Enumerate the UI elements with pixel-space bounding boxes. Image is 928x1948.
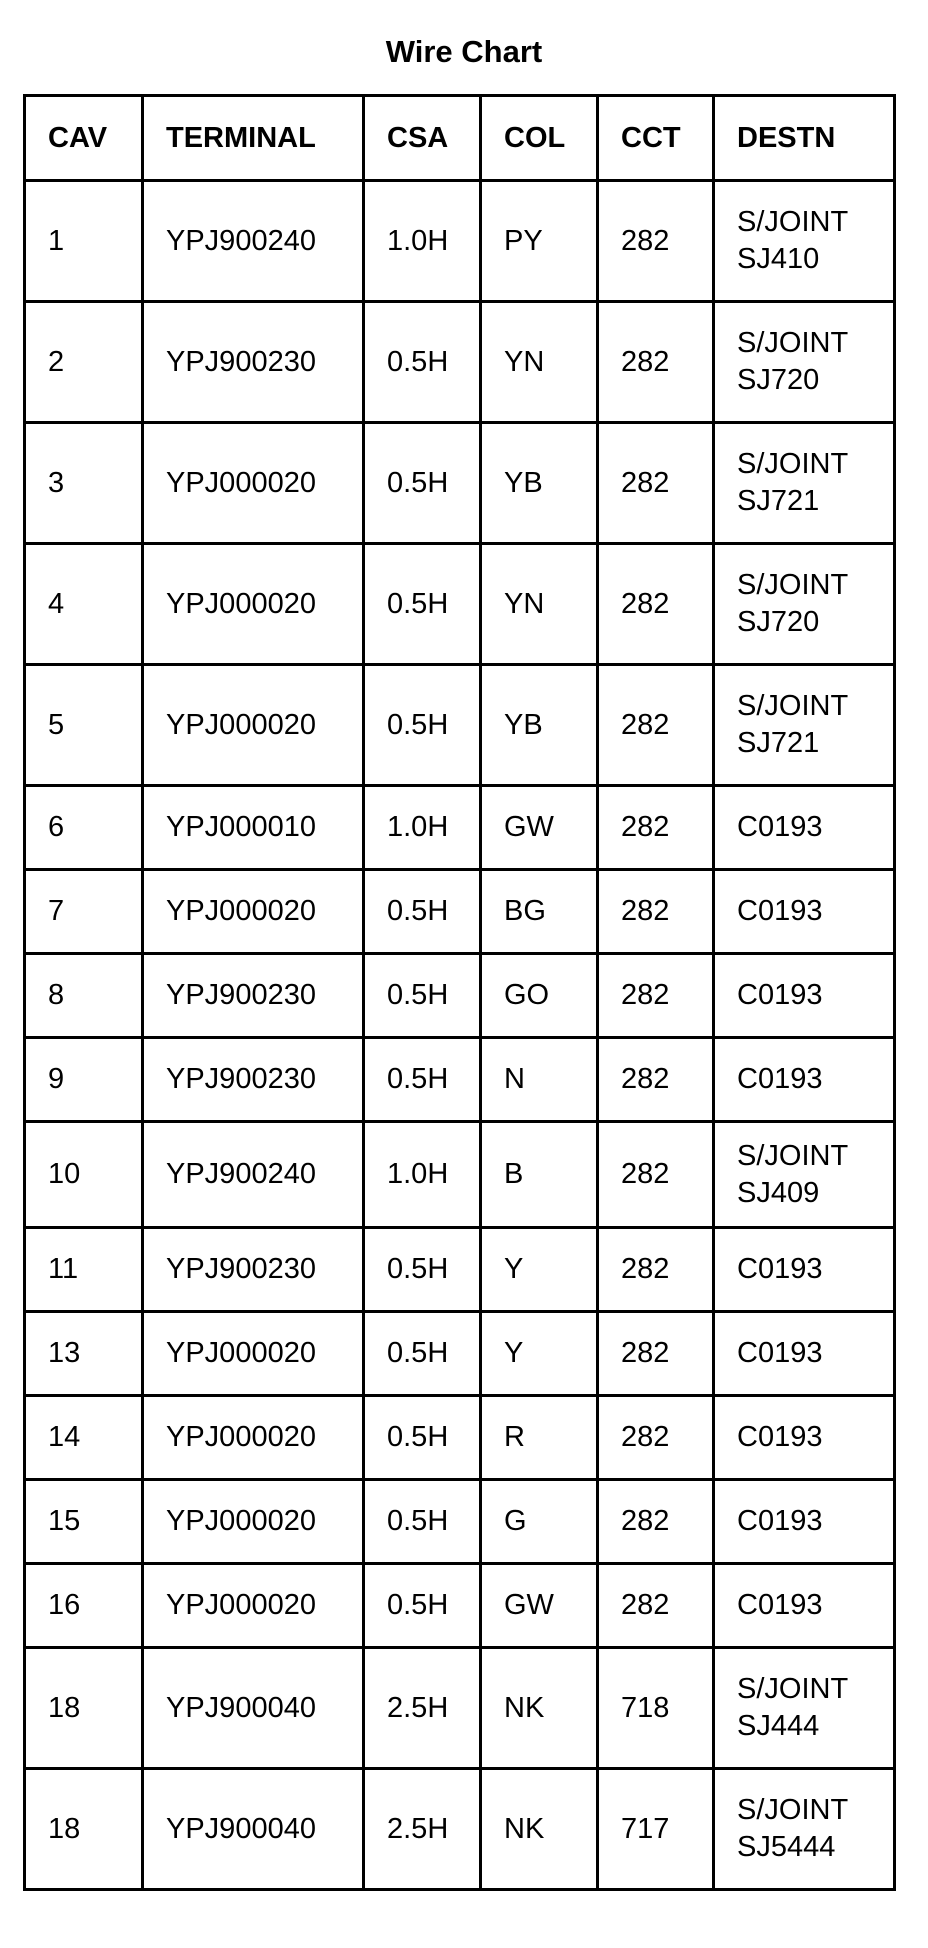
column-header-cav: CAV [25,96,143,181]
cell-csa: 0.5H [364,1564,481,1648]
destn-line: SJ721 [737,485,820,517]
table-row [25,1769,895,1890]
destn-line: S/JOINT [737,690,849,722]
cell-col: GW [481,1564,598,1648]
cell-terminal: YPJ900040 [143,1769,364,1890]
cell-cav: 9 [25,1038,143,1122]
table-row [25,1564,895,1648]
page-title: Wire Chart [385,34,543,69]
cell-terminal: YPJ000020 [143,544,364,665]
cell-destn [714,1122,895,1228]
cell-csa: 0.5H [364,1312,481,1396]
wire-chart-table [23,94,896,1891]
cell-cct: 282 [598,954,714,1038]
cell-csa: 0.5H [364,1038,481,1122]
table-row [25,1480,895,1564]
cell-terminal: YPJ000020 [143,1480,364,1564]
cell-cav: 1 [25,181,143,302]
table-row [25,1228,895,1312]
destn-line: SJ410 [737,243,820,275]
cell-csa: 0.5H [364,1480,481,1564]
cell-cct: 282 [598,870,714,954]
cell-col: GO [481,954,598,1038]
cell-col: YB [481,665,598,786]
cell-destn [714,1769,895,1890]
destn-line: C0193 [737,979,823,1011]
destn-line: C0193 [737,811,823,843]
cell-cav: 16 [25,1564,143,1648]
table-header-row [25,96,895,181]
cell-destn [714,1480,895,1564]
cell-destn [714,1396,895,1480]
table-row [25,302,895,423]
destn-line: SJ409 [737,1176,820,1209]
table-row [25,665,895,786]
cell-terminal: YPJ000020 [143,1312,364,1396]
cell-cct: 282 [598,544,714,665]
cell-cct: 282 [598,1480,714,1564]
destn-line: C0193 [737,895,823,927]
cell-col: Y [481,1228,598,1312]
cell-terminal: YPJ900240 [143,181,364,302]
cell-cav: 4 [25,544,143,665]
cell-terminal: YPJ900230 [143,954,364,1038]
destn-line: S/JOINT [737,206,849,238]
destn-line: S/JOINT [737,1139,849,1172]
destn-line: C0193 [737,1253,823,1285]
destn-line: S/JOINT [737,1673,849,1705]
cell-csa: 0.5H [364,544,481,665]
cell-destn [714,870,895,954]
cell-cct: 282 [598,1122,714,1228]
cell-cav: 6 [25,786,143,870]
cell-destn [714,1312,895,1396]
table-row [25,423,895,544]
table-body [25,181,895,1890]
cell-cav: 10 [25,1122,143,1228]
cell-cav: 8 [25,954,143,1038]
cell-destn [714,954,895,1038]
cell-terminal: YPJ000020 [143,1396,364,1480]
cell-col: PY [481,181,598,302]
destn-line: S/JOINT [737,448,849,480]
cell-destn [714,423,895,544]
destn-line: SJ444 [737,1710,820,1742]
cell-col: N [481,1038,598,1122]
cell-cav: 5 [25,665,143,786]
destn-line: C0193 [737,1337,823,1369]
cell-destn [714,302,895,423]
cell-csa: 0.5H [364,1228,481,1312]
destn-line: C0193 [737,1421,823,1453]
cell-csa: 0.5H [364,423,481,544]
cell-csa: 1.0H [364,786,481,870]
cell-csa: 1.0H [364,181,481,302]
cell-col: YN [481,544,598,665]
cell-csa: 0.5H [364,954,481,1038]
cell-cct: 282 [598,1228,714,1312]
cell-cav: 11 [25,1228,143,1312]
table-row [25,954,895,1038]
cell-col: Y [481,1312,598,1396]
destn-line: C0193 [737,1505,823,1537]
cell-col: BG [481,870,598,954]
cell-destn [714,665,895,786]
cell-terminal: YPJ000020 [143,665,364,786]
table-row [25,1396,895,1480]
cell-cct: 282 [598,1312,714,1396]
cell-destn [714,1228,895,1312]
cell-cav: 3 [25,423,143,544]
cell-col: YB [481,423,598,544]
cell-cct: 282 [598,1564,714,1648]
cell-csa: 2.5H [364,1648,481,1769]
cell-destn [714,181,895,302]
cell-csa: 0.5H [364,302,481,423]
table-row [25,1312,895,1396]
cell-cav: 18 [25,1648,143,1769]
cell-csa: 2.5H [364,1769,481,1890]
cell-col: B [481,1122,598,1228]
cell-col: G [481,1480,598,1564]
table-row [25,1038,895,1122]
cell-col: NK [481,1769,598,1890]
cell-cct: 718 [598,1648,714,1769]
cell-cct: 282 [598,181,714,302]
column-header-destn: DESTN [714,96,895,181]
cell-destn [714,1564,895,1648]
cell-cct: 282 [598,665,714,786]
column-header-terminal: TERMINAL [143,96,364,181]
table-row [25,544,895,665]
cell-cav: 7 [25,870,143,954]
cell-cct: 282 [598,1396,714,1480]
cell-col: R [481,1396,598,1480]
cell-terminal: YPJ900230 [143,1228,364,1312]
table-row [25,1122,895,1228]
cell-cav: 18 [25,1769,143,1890]
destn-line: SJ720 [737,606,820,638]
table-row [25,1648,895,1769]
table-row [25,786,895,870]
cell-cav: 13 [25,1312,143,1396]
cell-cct: 282 [598,786,714,870]
destn-line: S/JOINT [737,1794,849,1826]
cell-terminal: YPJ000020 [143,870,364,954]
cell-terminal: YPJ900230 [143,302,364,423]
destn-line: S/JOINT [737,569,849,601]
column-header-csa: CSA [364,96,481,181]
cell-col: NK [481,1648,598,1769]
cell-cav: 15 [25,1480,143,1564]
cell-cav: 2 [25,302,143,423]
cell-csa: 0.5H [364,1396,481,1480]
destn-line: C0193 [737,1063,823,1095]
cell-csa: 0.5H [364,870,481,954]
destn-line: C0193 [737,1589,823,1621]
cell-csa: 0.5H [364,665,481,786]
cell-cct: 282 [598,423,714,544]
cell-col: YN [481,302,598,423]
cell-cct: 717 [598,1769,714,1890]
cell-terminal: YPJ000020 [143,423,364,544]
cell-destn [714,786,895,870]
cell-destn [714,1648,895,1769]
cell-cav: 14 [25,1396,143,1480]
destn-line: SJ5444 [737,1831,836,1863]
cell-terminal: YPJ000020 [143,1564,364,1648]
cell-terminal: YPJ900230 [143,1038,364,1122]
column-header-col: COL [481,96,598,181]
table-row [25,870,895,954]
cell-destn [714,544,895,665]
cell-cct: 282 [598,1038,714,1122]
cell-terminal: YPJ900240 [143,1122,364,1228]
cell-csa: 1.0H [364,1122,481,1228]
destn-line: SJ721 [737,727,820,759]
table-row [25,181,895,302]
destn-line: S/JOINT [737,327,849,359]
cell-destn [714,1038,895,1122]
cell-terminal: YPJ900040 [143,1648,364,1769]
cell-cct: 282 [598,302,714,423]
cell-terminal: YPJ000010 [143,786,364,870]
cell-col: GW [481,786,598,870]
column-header-cct: CCT [598,96,714,181]
destn-line: SJ720 [737,364,820,396]
